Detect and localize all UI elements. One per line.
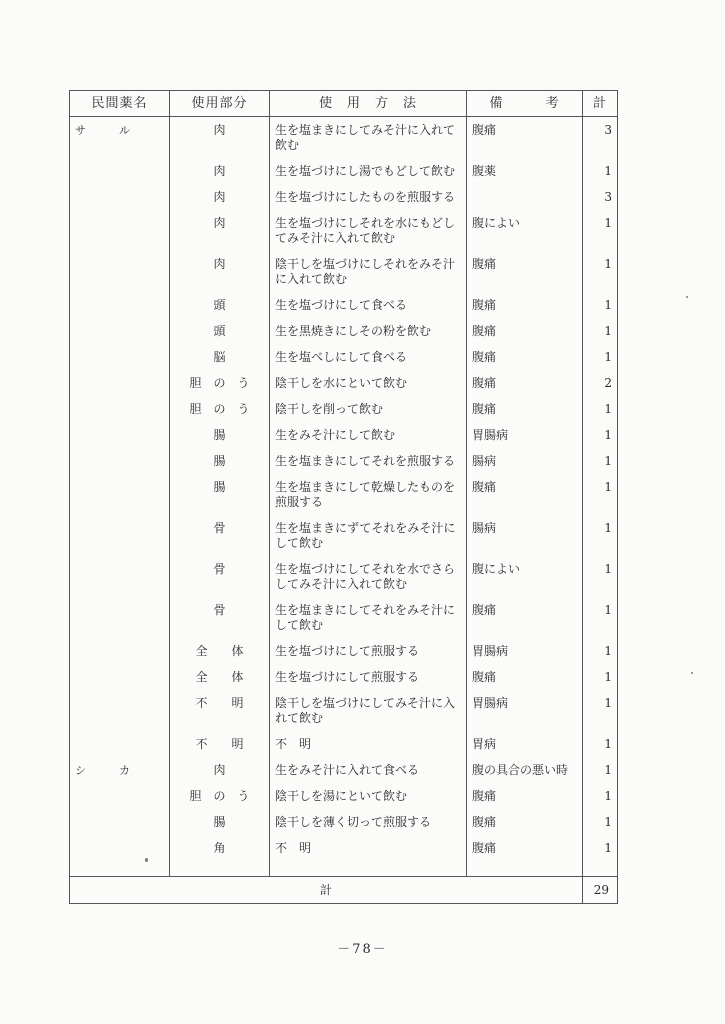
table-row [70, 344, 618, 370]
usage-method-cell: 不 明 [270, 835, 467, 877]
usage-method-cell: 生をみそ汁に入れて食べる [270, 757, 467, 783]
notes-cell: 腹によい [467, 556, 583, 597]
notes-cell: 腸病 [467, 448, 583, 474]
count-cell: 1 [583, 251, 618, 292]
notes-cell: 腹痛 [467, 664, 583, 690]
table-row [70, 690, 618, 731]
table-row [70, 809, 618, 835]
table-row [70, 210, 618, 251]
usage-method-cell: 陰干しを塩づけにしてみそ汁に入れて飲む [270, 690, 467, 731]
table-row [70, 638, 618, 664]
table-row [70, 117, 618, 159]
notes-cell: 腹痛 [467, 117, 583, 159]
part-used-cell: 胆 の う [170, 396, 270, 422]
notes-cell: 腹痛 [467, 809, 583, 835]
part-used-cell: 肉 [170, 158, 270, 184]
part-used-cell: 腸 [170, 422, 270, 448]
table-row [70, 370, 618, 396]
count-cell: 1 [583, 638, 618, 664]
part-used-cell: 脳 [170, 344, 270, 370]
notes-cell: 腹痛 [467, 370, 583, 396]
remedy-name-cell [70, 638, 170, 664]
notes-cell: 腹痛 [467, 783, 583, 809]
table-row [70, 422, 618, 448]
part-used-cell: 肉 [170, 210, 270, 251]
notes-cell: 腹によい [467, 210, 583, 251]
part-used-cell: 全 体 [170, 664, 270, 690]
scan-speck [691, 672, 693, 674]
count-cell: 1 [583, 809, 618, 835]
part-used-cell: 頭 [170, 292, 270, 318]
remedy-name-cell [70, 835, 170, 877]
part-used-cell: 肉 [170, 184, 270, 210]
usage-method-cell: 生を塩まきにしてそれを煎服する [270, 448, 467, 474]
remedy-name-cell [70, 422, 170, 448]
part-used-cell: 肉 [170, 117, 270, 159]
table-body [70, 117, 618, 877]
table-row [70, 731, 618, 757]
notes-cell: 腹の具合の悪い時 [467, 757, 583, 783]
usage-method-cell: 生を塩まきにして乾燥したものを煎服する [270, 474, 467, 515]
count-cell: 1 [583, 344, 618, 370]
count-cell: 1 [583, 158, 618, 184]
table-row [70, 184, 618, 210]
usage-method-cell: 生を塩づけにしたものを煎服する [270, 184, 467, 210]
table-row [70, 757, 618, 783]
usage-method-cell: 生を塩づけにしてそれを水でさらしてみそ汁に入れて飲む [270, 556, 467, 597]
usage-method-cell: 陰干しを薄く切って煎服する [270, 809, 467, 835]
notes-cell: 胃腸病 [467, 690, 583, 731]
table-row [70, 396, 618, 422]
notes-cell: 胃腸病 [467, 422, 583, 448]
remedy-name-cell [70, 474, 170, 515]
usage-method-cell: 不 明 [270, 731, 467, 757]
remedy-name-cell [70, 251, 170, 292]
notes-cell: 胃腸病 [467, 638, 583, 664]
table-row [70, 556, 618, 597]
usage-method-cell: 生を塩づけにして煎服する [270, 638, 467, 664]
usage-method-cell: 陰干しを水にといて飲む [270, 370, 467, 396]
count-cell: 1 [583, 835, 618, 877]
total-value: 29 [583, 877, 618, 904]
table-row [70, 474, 618, 515]
count-cell: 1 [583, 783, 618, 809]
table-row [70, 158, 618, 184]
notes-cell: 腹痛 [467, 597, 583, 638]
part-used-cell: 胆 の う [170, 783, 270, 809]
count-cell: 1 [583, 318, 618, 344]
usage-method-cell: 生を塩まきにしてみそ汁に入れて飲む [270, 117, 467, 159]
scan-speck [686, 296, 688, 298]
part-used-cell: 角 [170, 835, 270, 877]
remedy-name-cell [70, 731, 170, 757]
scan-speck [145, 858, 148, 862]
notes-cell: 腹痛 [467, 344, 583, 370]
usage-method-cell: 陰干しを削って飲む [270, 396, 467, 422]
remedy-name-cell [70, 556, 170, 597]
notes-cell: 腹痛 [467, 292, 583, 318]
part-used-cell: 腸 [170, 809, 270, 835]
usage-method-cell: 生を塩づけにしそれを水にもどしてみそ汁に入れて飲む [270, 210, 467, 251]
page-number: －78－ [337, 942, 388, 957]
remedy-name-cell: シ カ [70, 757, 170, 783]
notes-cell: 腸病 [467, 515, 583, 556]
usage-method-cell: 陰干しを湯にといて飲む [270, 783, 467, 809]
usage-method-cell: 生を塩づけにして煎服する [270, 664, 467, 690]
usage-method-cell: 生を塩づけにし湯でもどして飲む [270, 158, 467, 184]
count-cell: 1 [583, 515, 618, 556]
table-row [70, 515, 618, 556]
remedy-name-cell: サ ル [70, 117, 170, 159]
remedy-name-cell [70, 448, 170, 474]
notes-cell: 腹痛 [467, 835, 583, 877]
header-remedy-name: 民間薬名 [70, 91, 170, 117]
part-used-cell: 頭 [170, 318, 270, 344]
count-cell: 1 [583, 731, 618, 757]
remedy-name-cell [70, 292, 170, 318]
remedy-name-cell [70, 597, 170, 638]
remedy-name-cell [70, 184, 170, 210]
count-cell: 1 [583, 396, 618, 422]
remedy-name-cell [70, 318, 170, 344]
part-used-cell: 全 体 [170, 638, 270, 664]
count-cell: 1 [583, 448, 618, 474]
usage-method-cell: 生を塩べしにして食べる [270, 344, 467, 370]
header-notes: 備 考 [467, 91, 583, 117]
header-usage-method: 使 用 方 法 [270, 91, 467, 117]
total-row [70, 877, 618, 904]
count-cell: 2 [583, 370, 618, 396]
part-used-cell: 肉 [170, 757, 270, 783]
remedy-name-cell [70, 515, 170, 556]
part-used-cell: 骨 [170, 556, 270, 597]
usage-method-cell: 生をみそ汁にして飲む [270, 422, 467, 448]
notes-cell: 胃病 [467, 731, 583, 757]
remedy-name-cell [70, 210, 170, 251]
notes-cell [467, 184, 583, 210]
header-count: 計 [583, 91, 618, 117]
count-cell: 1 [583, 474, 618, 515]
part-used-cell: 肉 [170, 251, 270, 292]
remedy-name-cell [70, 344, 170, 370]
table-row [70, 664, 618, 690]
remedy-name-cell [70, 370, 170, 396]
usage-method-cell: 生を塩づけにして食べる [270, 292, 467, 318]
part-used-cell: 腸 [170, 448, 270, 474]
notes-cell: 腹痛 [467, 474, 583, 515]
header-part-used: 使用部分 [170, 91, 270, 117]
usage-method-cell: 生を塩まきにずてそれをみそ汁にして飲む [270, 515, 467, 556]
part-used-cell: 骨 [170, 515, 270, 556]
table-row [70, 783, 618, 809]
table-row [70, 448, 618, 474]
usage-method-cell: 生を黒焼きにしその粉を飲む [270, 318, 467, 344]
notes-cell: 腹薬 [467, 158, 583, 184]
count-cell: 3 [583, 184, 618, 210]
table-row [70, 292, 618, 318]
part-used-cell: 不 明 [170, 690, 270, 731]
usage-method-cell: 生を塩まきにしてそれをみそ汁にして飲む [270, 597, 467, 638]
remedy-name-cell [70, 783, 170, 809]
count-cell: 1 [583, 422, 618, 448]
remedy-name-cell [70, 158, 170, 184]
part-used-cell: 胆 の う [170, 370, 270, 396]
part-used-cell: 不 明 [170, 731, 270, 757]
notes-cell: 腹痛 [467, 251, 583, 292]
count-cell: 1 [583, 210, 618, 251]
total-label: 計 [70, 877, 583, 904]
remedy-name-cell [70, 690, 170, 731]
count-cell: 1 [583, 757, 618, 783]
notes-cell: 腹痛 [467, 396, 583, 422]
count-cell: 1 [583, 690, 618, 731]
count-cell: 1 [583, 292, 618, 318]
table-row [70, 835, 618, 877]
remedy-name-cell [70, 809, 170, 835]
remedy-name-cell [70, 664, 170, 690]
notes-cell: 腹痛 [467, 318, 583, 344]
count-cell: 3 [583, 117, 618, 159]
count-cell: 1 [583, 664, 618, 690]
table-row [70, 597, 618, 638]
part-used-cell: 腸 [170, 474, 270, 515]
table-header-row [70, 91, 618, 117]
count-cell: 1 [583, 556, 618, 597]
usage-method-cell: 陰干しを塩づけにしそれをみそ汁に入れて飲む [270, 251, 467, 292]
part-used-cell: 骨 [170, 597, 270, 638]
table-row [70, 251, 618, 292]
table-row [70, 318, 618, 344]
count-cell: 1 [583, 597, 618, 638]
remedy-table [69, 90, 618, 904]
remedy-name-cell [70, 396, 170, 422]
